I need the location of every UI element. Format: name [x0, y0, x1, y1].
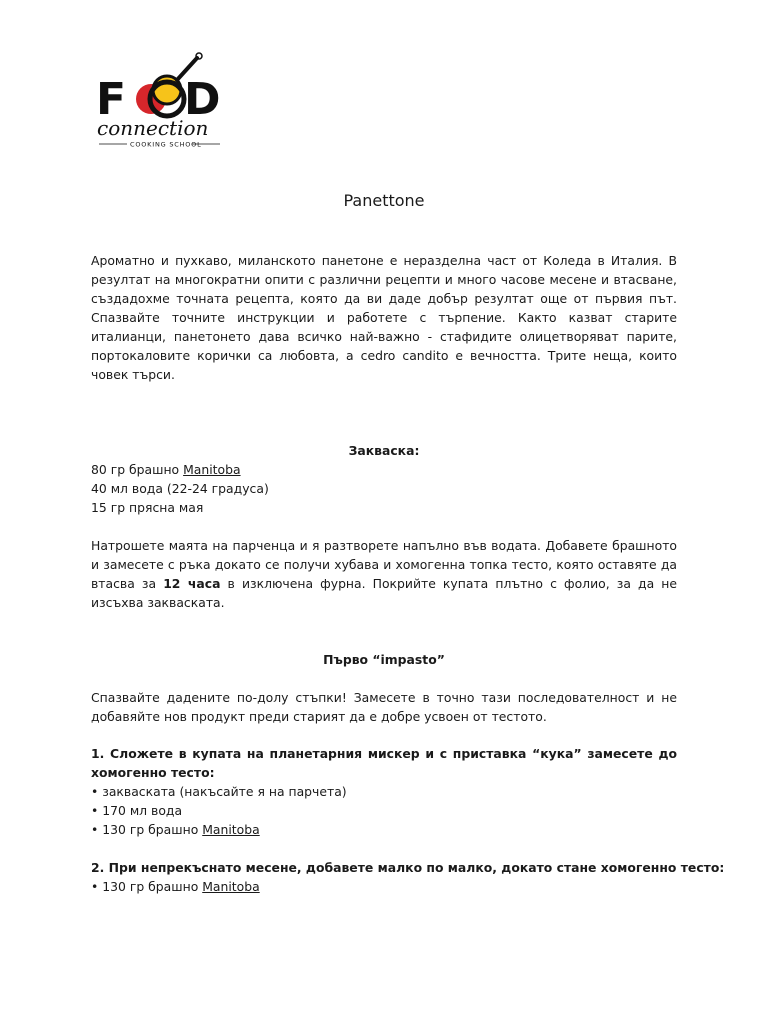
starter-heading: Закваска:: [348, 443, 420, 458]
logo-script-text: connection: [97, 116, 209, 140]
logo-graphic: [93, 50, 228, 150]
first-impasto-heading: Първо “impasto”: [323, 652, 445, 667]
manitoba-link[interactable]: Manitoba: [183, 462, 241, 477]
step2-title: 2. При непрекъснато месене, добавете малко по малко, докато стане хомогенно тесто:: [91, 860, 725, 875]
intro-paragraph: Ароматно и пухкаво, миланското панетоне е неразделна част от Коледа в Италия. В резултат на многократни опити с различни рецепти и много часове месене и втасване, създадохме точната рецепта, която да ви даде добър резултат още от първия път. Спазвайте точните инструкции и работете с търпение. Както казват старите италианци, панетонето дава всичко най-важно - стафидите олицетворяват парите, портокаловите корички са любовта, а cedro candito е вечността. Трите неща, които човек търси.: [91, 253, 677, 382]
first-impasto-section: [91, 650, 677, 669]
step1-item-water: • 170 мл вода: [91, 803, 183, 818]
step1-title: 1. Сложете в купата на планетарния мискер и с приставка “кука” замесете до хомогенно тесто:: [91, 746, 677, 780]
intro-section: [91, 251, 677, 384]
impasto-note-section: [91, 688, 677, 726]
starter-item-yeast: 15 гр прясна мая: [91, 500, 204, 515]
recipe-title: Panettone: [343, 191, 425, 210]
step1-item-starter: • закваската (накъсайте я на парчета): [91, 784, 347, 799]
manitoba-link[interactable]: Manitoba: [202, 879, 260, 894]
starter-item-water: 40 мл вода (22-24 градуса): [91, 481, 269, 496]
impasto-note: Спазвайте дадените по-долу стъпки! Замесете в точно тази последователност и не добавяйте нов продукт преди старият да е добре усвоен от тестото.: [91, 690, 677, 724]
starter-item-flour: 80 гр брашно Manitoba: [91, 462, 241, 477]
step1-item-flour: • 130 гр брашно Manitoba: [91, 822, 260, 837]
starter-instructions-section: [91, 536, 677, 612]
logo-letter-f: F: [96, 74, 125, 125]
logo-tagline: COOKING SCHOOL: [130, 140, 202, 149]
starter-instructions: Натрошете маята на парченца и я разтворете напълно във водата. Добавете брашното и замесете с ръка докато се получи хубава и хомогенна топка тесто, която оставяте да втасва за 12 часа в изключена фурна. Покрийте купата плътно с фолио, за да не изсъхва закваската.: [91, 538, 677, 610]
logo-letter-d: D: [184, 74, 219, 125]
step1-section: [91, 744, 677, 839]
step2-section: [91, 858, 725, 896]
step2-item-flour: • 130 гр брашно Manitoba: [91, 879, 260, 894]
starter-section: [91, 441, 677, 517]
food-connection-logo: [93, 50, 228, 150]
manitoba-link[interactable]: Manitoba: [202, 822, 260, 837]
